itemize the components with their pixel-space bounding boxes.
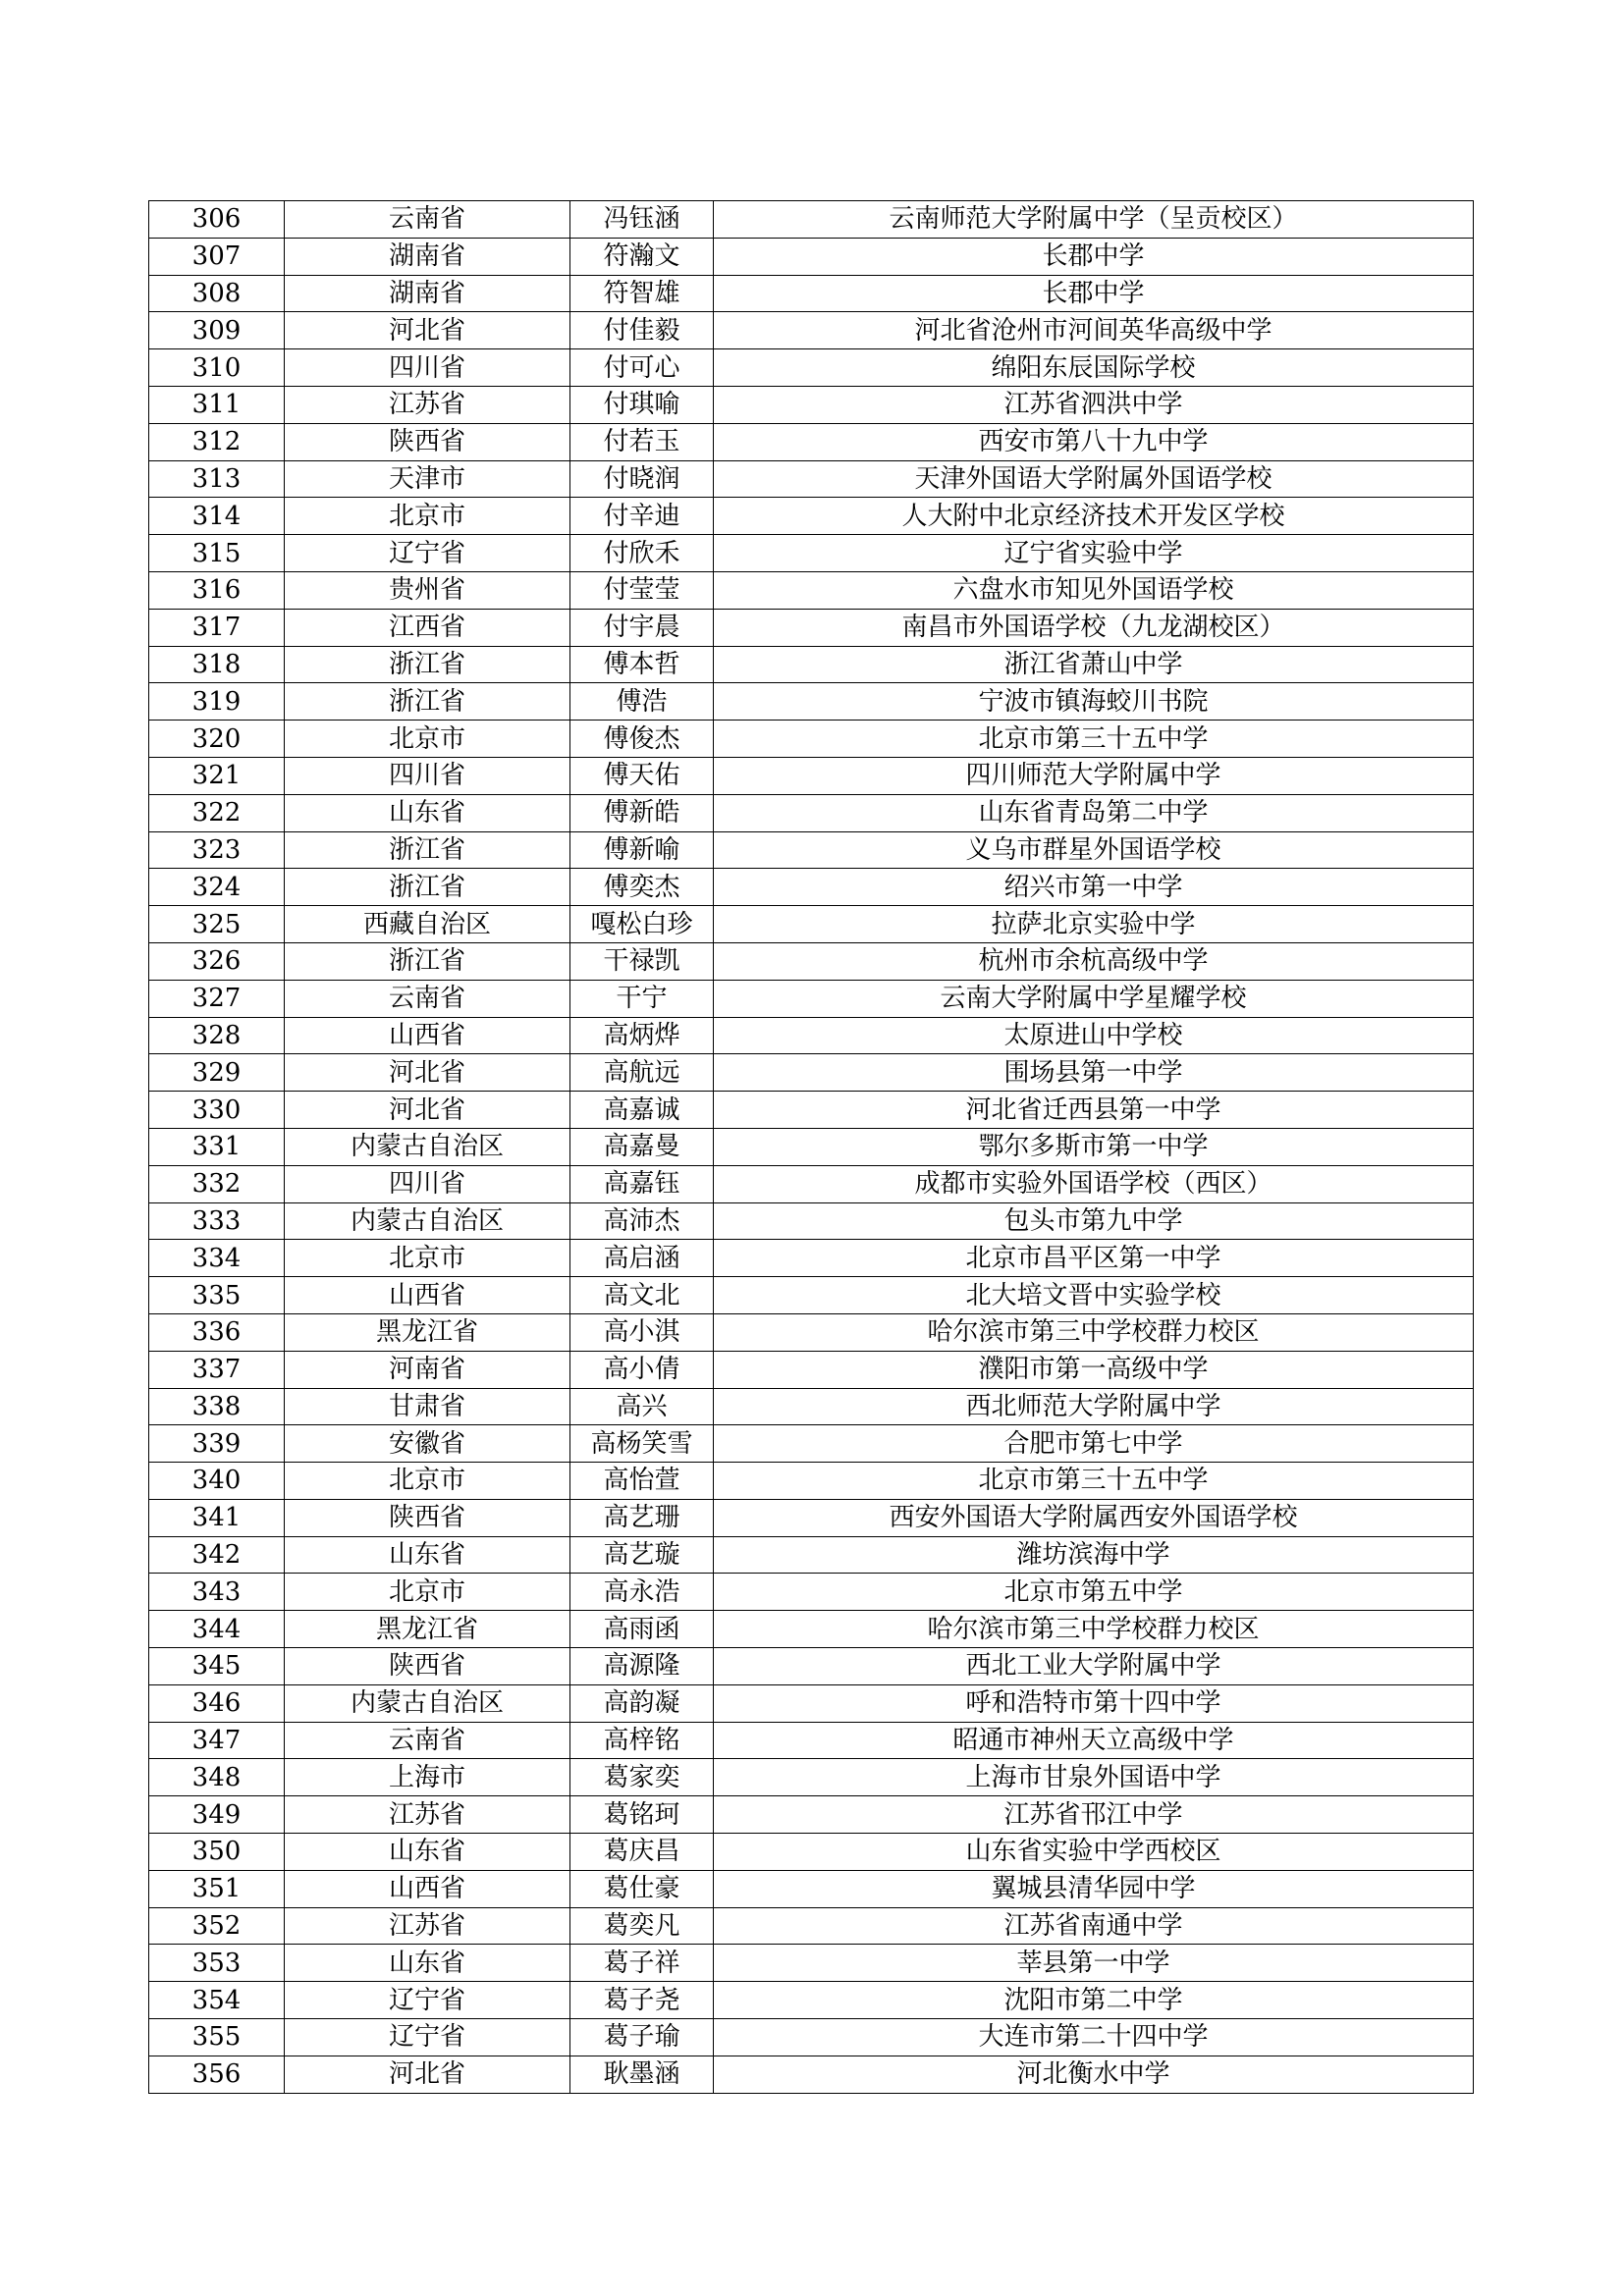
table-row [149,1907,1474,1945]
province-cell: 黑龙江省 [285,1313,570,1351]
student-name-cell: 高炳烨 [570,1017,714,1054]
student-name-cell: 付可心 [570,349,714,387]
student-name-cell: 葛庆昌 [570,1834,714,1871]
school-cell: 江苏省南通中学 [714,1907,1474,1945]
row-number-cell: 339 [149,1425,285,1463]
student-name-cell: 傅本哲 [570,646,714,683]
school-cell: 西北师范大学附属中学 [714,1388,1474,1425]
province-cell: 山西省 [285,1277,570,1314]
row-number-cell: 326 [149,942,285,980]
student-name-cell: 高启涵 [570,1240,714,1277]
student-name-cell: 葛铭珂 [570,1796,714,1834]
row-number-cell: 344 [149,1611,285,1648]
table-row [149,721,1474,758]
school-cell: 呼和浩特市第十四中学 [714,1684,1474,1722]
table-row [149,2019,1474,2056]
student-name-cell: 高源隆 [570,1648,714,1685]
row-number-cell: 311 [149,386,285,423]
school-cell: 河北省迁西县第一中学 [714,1092,1474,1129]
province-cell: 浙江省 [285,646,570,683]
province-cell: 河北省 [285,312,570,349]
school-cell: 杭州市余杭高级中学 [714,942,1474,980]
province-cell: 江苏省 [285,1796,570,1834]
school-cell: 云南师范大学附属中学（呈贡校区） [714,201,1474,239]
school-cell: 宁波市镇海蛟川书院 [714,683,1474,721]
province-cell: 河北省 [285,1092,570,1129]
table-row [149,757,1474,794]
row-number-cell: 315 [149,535,285,572]
province-cell: 四川省 [285,757,570,794]
student-name-cell: 傅新皓 [570,794,714,831]
row-number-cell: 349 [149,1796,285,1834]
student-name-cell: 高嘉曼 [570,1128,714,1165]
province-cell: 北京市 [285,1574,570,1611]
school-cell: 六盘水市知见外国语学校 [714,571,1474,609]
province-cell: 西藏自治区 [285,906,570,943]
table-row [149,942,1474,980]
row-number-cell: 328 [149,1017,285,1054]
school-cell: 四川师范大学附属中学 [714,757,1474,794]
row-number-cell: 336 [149,1313,285,1351]
table-row [149,1536,1474,1574]
student-name-cell: 葛子祥 [570,1945,714,1982]
table-row [149,1277,1474,1314]
province-cell: 天津市 [285,460,570,498]
school-cell: 翼城县清华园中学 [714,1870,1474,1907]
row-number-cell: 327 [149,980,285,1017]
student-name-cell: 傅天佑 [570,757,714,794]
student-name-cell: 耿墨涵 [570,2056,714,2093]
table-row [149,349,1474,387]
row-number-cell: 333 [149,1202,285,1240]
province-cell: 上海市 [285,1759,570,1796]
row-number-cell: 356 [149,2056,285,2093]
student-name-cell: 付佳毅 [570,312,714,349]
province-cell: 内蒙古自治区 [285,1202,570,1240]
table-row [149,460,1474,498]
row-number-cell: 343 [149,1574,285,1611]
school-cell: 浙江省萧山中学 [714,646,1474,683]
table-row [149,1574,1474,1611]
row-number-cell: 313 [149,460,285,498]
table-row [149,1796,1474,1834]
row-number-cell: 319 [149,683,285,721]
student-name-cell: 付辛迪 [570,498,714,535]
student-name-cell: 傅俊杰 [570,721,714,758]
student-name-cell: 傅新喻 [570,831,714,869]
province-cell: 江苏省 [285,386,570,423]
table-row [149,1351,1474,1388]
school-cell: 拉萨北京实验中学 [714,906,1474,943]
row-number-cell: 355 [149,2019,285,2056]
province-cell: 江苏省 [285,1907,570,1945]
province-cell: 北京市 [285,1463,570,1500]
school-cell: 太原进山中学校 [714,1017,1474,1054]
row-number-cell: 352 [149,1907,285,1945]
province-cell: 山西省 [285,1017,570,1054]
school-cell: 西安市第八十九中学 [714,423,1474,460]
student-name-cell: 高文北 [570,1277,714,1314]
student-name-cell: 符智雄 [570,275,714,312]
row-number-cell: 347 [149,1722,285,1759]
province-cell: 云南省 [285,201,570,239]
province-cell: 江西省 [285,609,570,646]
row-number-cell: 342 [149,1536,285,1574]
province-cell: 云南省 [285,980,570,1017]
table-row [149,1388,1474,1425]
province-cell: 陕西省 [285,423,570,460]
student-name-cell: 高兴 [570,1388,714,1425]
student-name-cell: 傅奕杰 [570,869,714,906]
school-cell: 北京市第五中学 [714,1574,1474,1611]
student-name-cell: 高小淇 [570,1313,714,1351]
province-cell: 内蒙古自治区 [285,1684,570,1722]
row-number-cell: 321 [149,757,285,794]
row-number-cell: 346 [149,1684,285,1722]
school-cell: 哈尔滨市第三中学校群力校区 [714,1611,1474,1648]
school-cell: 上海市甘泉外国语中学 [714,1759,1474,1796]
table-row [149,1722,1474,1759]
table-row [149,1202,1474,1240]
school-cell: 北大培文晋中实验学校 [714,1277,1474,1314]
table-row [149,423,1474,460]
table-row [149,201,1474,239]
row-number-cell: 341 [149,1499,285,1536]
province-cell: 浙江省 [285,831,570,869]
province-cell: 四川省 [285,1165,570,1202]
table-row [149,1684,1474,1722]
row-number-cell: 314 [149,498,285,535]
student-name-cell: 葛仕豪 [570,1870,714,1907]
table-row [149,1425,1474,1463]
province-cell: 北京市 [285,1240,570,1277]
student-name-cell: 付晓润 [570,460,714,498]
table-row [149,1982,1474,2019]
school-cell: 哈尔滨市第三中学校群力校区 [714,1313,1474,1351]
roster-table [148,200,1474,2094]
school-cell: 北京市第三十五中学 [714,1463,1474,1500]
table-row [149,1054,1474,1092]
row-number-cell: 320 [149,721,285,758]
province-cell: 山东省 [285,1834,570,1871]
student-name-cell: 冯钰涵 [570,201,714,239]
province-cell: 浙江省 [285,869,570,906]
school-cell: 长郡中学 [714,275,1474,312]
school-cell: 绍兴市第一中学 [714,869,1474,906]
student-name-cell: 高韵凝 [570,1684,714,1722]
table-row [149,646,1474,683]
student-name-cell: 高小倩 [570,1351,714,1388]
school-cell: 辽宁省实验中学 [714,535,1474,572]
row-number-cell: 354 [149,1982,285,2019]
table-row [149,312,1474,349]
table-row [149,1834,1474,1871]
province-cell: 辽宁省 [285,1982,570,2019]
province-cell: 辽宁省 [285,2019,570,2056]
province-cell: 陕西省 [285,1648,570,1685]
student-name-cell: 葛奕凡 [570,1907,714,1945]
table-row [149,906,1474,943]
row-number-cell: 332 [149,1165,285,1202]
school-cell: 义乌市群星外国语学校 [714,831,1474,869]
row-number-cell: 310 [149,349,285,387]
row-number-cell: 348 [149,1759,285,1796]
school-cell: 北京市昌平区第一中学 [714,1240,1474,1277]
school-cell: 濮阳市第一高级中学 [714,1351,1474,1388]
student-name-cell: 付琪喻 [570,386,714,423]
row-number-cell: 309 [149,312,285,349]
table-row [149,571,1474,609]
table-row [149,275,1474,312]
table-row [149,980,1474,1017]
row-number-cell: 316 [149,571,285,609]
province-cell: 湖南省 [285,275,570,312]
student-name-cell: 高沛杰 [570,1202,714,1240]
row-number-cell: 318 [149,646,285,683]
table-row [149,1945,1474,1982]
student-name-cell: 高雨函 [570,1611,714,1648]
school-cell: 绵阳东辰国际学校 [714,349,1474,387]
table-row [149,609,1474,646]
row-number-cell: 340 [149,1463,285,1500]
student-name-cell: 干禄凯 [570,942,714,980]
row-number-cell: 308 [149,275,285,312]
table-row [149,1092,1474,1129]
row-number-cell: 351 [149,1870,285,1907]
province-cell: 云南省 [285,1722,570,1759]
province-cell: 湖南省 [285,238,570,275]
province-cell: 北京市 [285,721,570,758]
student-name-cell: 高嘉诚 [570,1092,714,1129]
school-cell: 沈阳市第二中学 [714,1982,1474,2019]
row-number-cell: 331 [149,1128,285,1165]
table-row [149,1313,1474,1351]
table-row [149,1759,1474,1796]
student-name-cell: 付莹莹 [570,571,714,609]
row-number-cell: 306 [149,201,285,239]
row-number-cell: 317 [149,609,285,646]
table-row [149,683,1474,721]
row-number-cell: 324 [149,869,285,906]
student-name-cell: 高艺珊 [570,1499,714,1536]
student-name-cell: 高杨笑雪 [570,1425,714,1463]
student-name-cell: 符瀚文 [570,238,714,275]
student-name-cell: 高航远 [570,1054,714,1092]
school-cell: 西安外国语大学附属西安外国语学校 [714,1499,1474,1536]
row-number-cell: 330 [149,1092,285,1129]
row-number-cell: 307 [149,238,285,275]
school-cell: 人大附中北京经济技术开发区学校 [714,498,1474,535]
table-row [149,1017,1474,1054]
school-cell: 河北省沧州市河间英华高级中学 [714,312,1474,349]
province-cell: 山东省 [285,794,570,831]
row-number-cell: 338 [149,1388,285,1425]
table-row [149,1240,1474,1277]
province-cell: 甘肃省 [285,1388,570,1425]
student-name-cell: 干宁 [570,980,714,1017]
school-cell: 昭通市神州天立高级中学 [714,1722,1474,1759]
school-cell: 鄂尔多斯市第一中学 [714,1128,1474,1165]
table-row [149,1870,1474,1907]
province-cell: 内蒙古自治区 [285,1128,570,1165]
school-cell: 围场县第一中学 [714,1054,1474,1092]
table-row [149,794,1474,831]
row-number-cell: 345 [149,1648,285,1685]
row-number-cell: 335 [149,1277,285,1314]
province-cell: 北京市 [285,498,570,535]
province-cell: 浙江省 [285,942,570,980]
province-cell: 黑龙江省 [285,1611,570,1648]
province-cell: 河北省 [285,1054,570,1092]
school-cell: 西北工业大学附属中学 [714,1648,1474,1685]
table-row [149,238,1474,275]
table-row [149,498,1474,535]
student-name-cell: 葛子尧 [570,1982,714,2019]
row-number-cell: 353 [149,1945,285,1982]
row-number-cell: 350 [149,1834,285,1871]
school-cell: 山东省实验中学西校区 [714,1834,1474,1871]
table-row [149,535,1474,572]
table-row [149,1165,1474,1202]
school-cell: 河北衡水中学 [714,2056,1474,2093]
row-number-cell: 329 [149,1054,285,1092]
table-row [149,1648,1474,1685]
student-name-cell: 高梓铭 [570,1722,714,1759]
school-cell: 云南大学附属中学星耀学校 [714,980,1474,1017]
school-cell: 合肥市第七中学 [714,1425,1474,1463]
school-cell: 潍坊滨海中学 [714,1536,1474,1574]
province-cell: 辽宁省 [285,535,570,572]
student-name-cell: 付欣禾 [570,535,714,572]
row-number-cell: 323 [149,831,285,869]
school-cell: 南昌市外国语学校（九龙湖校区） [714,609,1474,646]
school-cell: 莘县第一中学 [714,1945,1474,1982]
province-cell: 山东省 [285,1536,570,1574]
student-name-cell: 高艺璇 [570,1536,714,1574]
student-name-cell: 葛子瑜 [570,2019,714,2056]
school-cell: 江苏省泗洪中学 [714,386,1474,423]
province-cell: 河北省 [285,2056,570,2093]
province-cell: 浙江省 [285,683,570,721]
row-number-cell: 334 [149,1240,285,1277]
row-number-cell: 322 [149,794,285,831]
school-cell: 长郡中学 [714,238,1474,275]
province-cell: 贵州省 [285,571,570,609]
school-cell: 北京市第三十五中学 [714,721,1474,758]
table-row [149,2056,1474,2093]
school-cell: 山东省青岛第二中学 [714,794,1474,831]
school-cell: 天津外国语大学附属外国语学校 [714,460,1474,498]
student-name-cell: 葛家奕 [570,1759,714,1796]
row-number-cell: 325 [149,906,285,943]
student-name-cell: 高永浩 [570,1574,714,1611]
table-row [149,1128,1474,1165]
student-name-cell: 付若玉 [570,423,714,460]
student-name-cell: 付宇晨 [570,609,714,646]
roster-table-body [149,201,1474,2094]
province-cell: 安徽省 [285,1425,570,1463]
row-number-cell: 312 [149,423,285,460]
province-cell: 四川省 [285,349,570,387]
school-cell: 江苏省邗江中学 [714,1796,1474,1834]
school-cell: 大连市第二十四中学 [714,2019,1474,2056]
student-name-cell: 高嘉钰 [570,1165,714,1202]
table-row [149,831,1474,869]
table-row [149,869,1474,906]
student-name-cell: 高怡萱 [570,1463,714,1500]
province-cell: 陕西省 [285,1499,570,1536]
province-cell: 河南省 [285,1351,570,1388]
student-name-cell: 嘎松白珍 [570,906,714,943]
table-row [149,1499,1474,1536]
school-cell: 包头市第九中学 [714,1202,1474,1240]
province-cell: 山西省 [285,1870,570,1907]
table-row [149,386,1474,423]
province-cell: 山东省 [285,1945,570,1982]
student-name-cell: 傅浩 [570,683,714,721]
table-row [149,1611,1474,1648]
table-row [149,1463,1474,1500]
school-cell: 成都市实验外国语学校（西区） [714,1165,1474,1202]
row-number-cell: 337 [149,1351,285,1388]
